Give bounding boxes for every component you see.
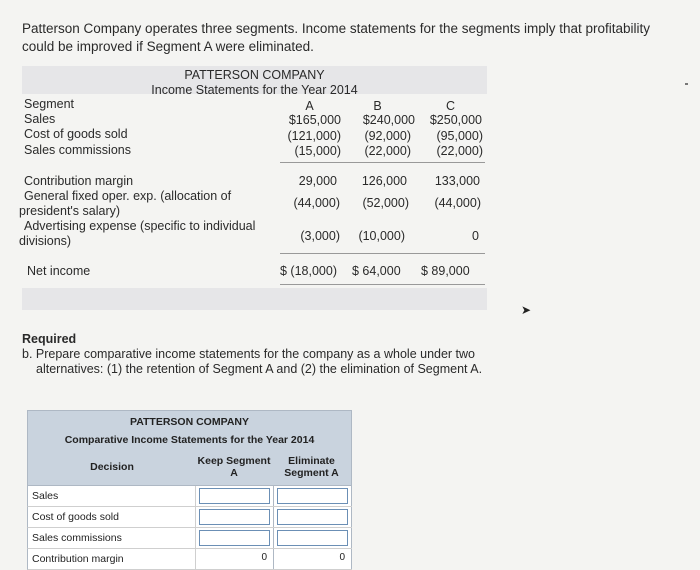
cogs-eliminate-input[interactable] xyxy=(277,509,348,525)
cm-eliminate-value: 0 xyxy=(277,551,348,567)
row-cogs-label: Cost of goods sold xyxy=(28,507,196,527)
ni-b: $ 64,000 xyxy=(352,264,401,278)
underline-2 xyxy=(280,253,485,254)
commissions-keep-input[interactable] xyxy=(199,530,270,546)
row-sales-label: Sales xyxy=(28,486,196,506)
comm-a: (15,000) xyxy=(294,144,341,158)
adv-a: (3,000) xyxy=(300,229,340,243)
cursor-icon: ➤ xyxy=(521,303,532,317)
ni-c: $ 89,000 xyxy=(421,264,470,278)
cogs-a: (121,000) xyxy=(287,129,341,143)
table-row xyxy=(27,528,352,549)
comparative-table xyxy=(27,410,352,570)
sales-eliminate-input[interactable] xyxy=(277,488,348,504)
comparative-company: PATTERSON COMPANY xyxy=(129,416,249,428)
gen-a: (44,000) xyxy=(293,196,340,210)
required-section xyxy=(22,332,682,377)
cm-b: 126,000 xyxy=(361,174,407,188)
required-text: b. Prepare comparative income statements for the company as a whole under two alternatives: (1) the retention of Segment A and (2) the elimination of Segment A. xyxy=(22,347,483,376)
comm-b: (22,000) xyxy=(364,144,411,158)
comparative-column-headers xyxy=(28,449,351,485)
row-label-cogs: Cost of goods sold xyxy=(24,127,128,141)
row-label-sales: Sales xyxy=(24,112,56,126)
col-keep-segment-a: Keep Segment A xyxy=(197,455,271,479)
statement-footer-band xyxy=(22,288,487,310)
commissions-eliminate-input[interactable] xyxy=(277,530,348,546)
row-commissions-label: Sales commissions xyxy=(28,528,196,548)
col-decision: Decision xyxy=(90,461,134,473)
table-row xyxy=(27,486,352,507)
header-c: C xyxy=(445,99,456,113)
ni-a: $ (18,000) xyxy=(280,264,337,278)
cogs-b: (92,000) xyxy=(364,129,411,143)
header-a: A xyxy=(305,99,314,113)
gen-b: (52,000) xyxy=(362,196,409,210)
gen-c: (44,000) xyxy=(434,196,481,210)
sales-b: $240,000 xyxy=(362,113,415,127)
col-eliminate-segment-a: Eliminate Segment A xyxy=(284,455,339,479)
table-row xyxy=(27,507,352,528)
comparative-title: Comparative Income Statements for the Year 2014 xyxy=(64,434,315,446)
double-underline-a xyxy=(280,284,485,285)
statement-company: PATTERSON COMPANY xyxy=(184,68,325,82)
segment-label: Segment xyxy=(24,97,75,111)
sales-a: $165,000 xyxy=(288,113,341,127)
cm-c: 133,000 xyxy=(434,174,480,188)
adv-c: 0 xyxy=(472,229,479,243)
row-label-cm: Contribution margin xyxy=(24,174,134,188)
sales-keep-input[interactable] xyxy=(199,488,270,504)
adv-b: (10,000) xyxy=(358,229,405,243)
sales-c: $250,000 xyxy=(429,113,482,127)
cm-a: 29,000 xyxy=(298,174,337,188)
row-label-advertising: Advertising expense (specific to individual divisions) xyxy=(19,219,256,248)
cogs-keep-input[interactable] xyxy=(199,509,270,525)
header-b: B xyxy=(373,99,382,113)
row-label-general: General fixed oper. exp. (allocation of president's salary) xyxy=(19,189,232,218)
underline-1 xyxy=(280,162,485,163)
row-cm-label: Contribution margin xyxy=(28,549,196,569)
row-label-commissions: Sales commissions xyxy=(24,143,131,157)
required-heading: Required xyxy=(22,332,77,346)
row-label-net-income: Net income xyxy=(27,264,91,278)
page-mark xyxy=(685,83,688,85)
statement-title: Income Statements for the Year 2014 xyxy=(151,83,358,97)
comparative-table-header xyxy=(27,410,352,486)
cm-keep-value: 0 xyxy=(199,551,270,567)
table-row xyxy=(27,549,352,570)
comm-c: (22,000) xyxy=(436,144,483,158)
cogs-c: (95,000) xyxy=(436,129,483,143)
intro-text: Patterson Company operates three segments. Income statements for the segments imply that profitability could be improved if Segment A were eliminated. xyxy=(22,21,651,54)
